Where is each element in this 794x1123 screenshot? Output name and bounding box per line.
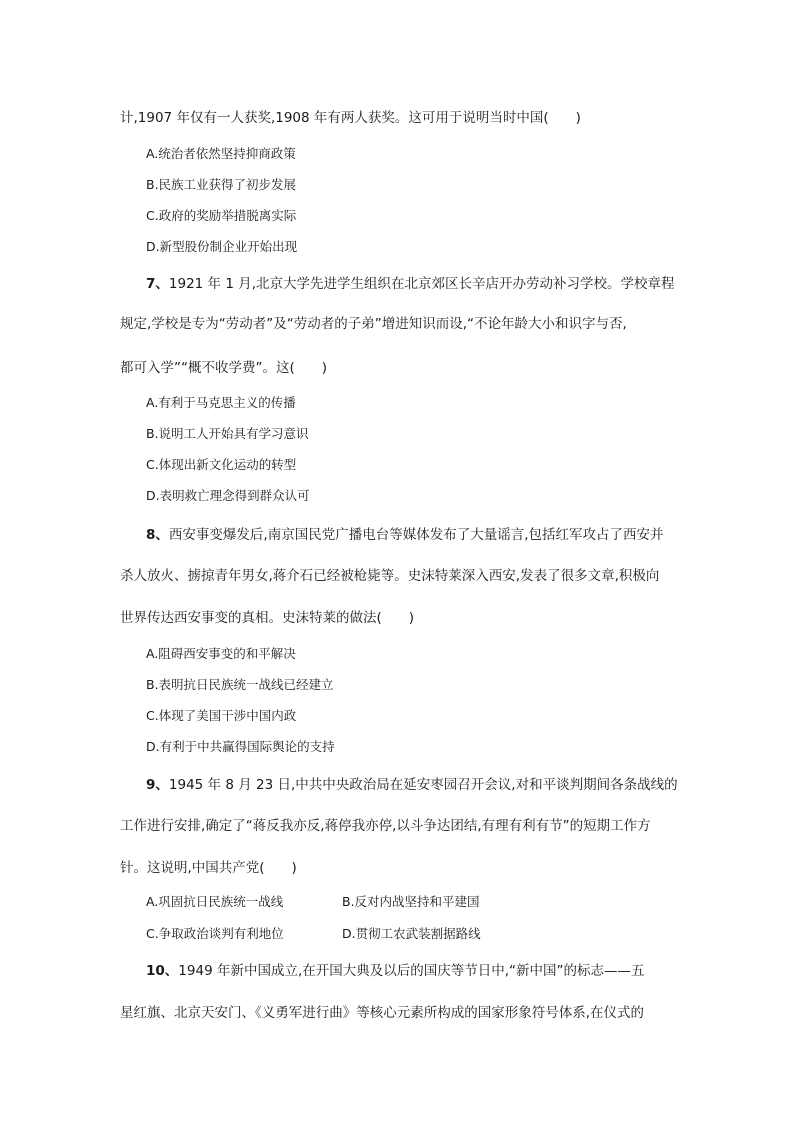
q7-option-b: B.说明工人开始具有学习意识 bbox=[146, 426, 309, 441]
q8-stem-line-1: 8、西安事变爆发后,南京国民党广播电台等媒体发布了大量谣言,包括红军攻占了西安并 bbox=[146, 527, 664, 543]
q8-stem-line-2: 杀人放火、掳掠青年男女,蒋介石已经被枪毙等。史沫特莱深入西安,发表了很多文章,积极向 bbox=[120, 568, 660, 584]
q9-option-b: B.反对内战坚持和平建国 bbox=[342, 894, 480, 909]
q9-stem-line-1: 9、1945 年 8 月 23 日,中共中央政治局在延安枣园召开会议,对和平谈判期间各条战线的 bbox=[146, 777, 678, 793]
q9-option-a: A.巩固抗日民族统一战线 bbox=[146, 894, 284, 909]
q7-option-d: D.表明救亡理念得到群众认可 bbox=[146, 488, 310, 503]
q6-option-b: B.民族工业获得了初步发展 bbox=[146, 177, 297, 192]
q9-stem-line-2: 工作进行安排,确定了“蒋反我亦反,蒋停我亦停,以斗争达团结,有理有利有节”的短期工作方 bbox=[120, 818, 651, 834]
q7-number: 7、 bbox=[146, 276, 169, 292]
q8-stem-line-3: 世界传达西安事变的真相。史沫特莱的做法( ) bbox=[120, 610, 415, 626]
q10-stem-line-2: 星红旗、北京天安门、《义勇军进行曲》等核心元素所构成的国家形象符号体系,在仪式的 bbox=[120, 1005, 645, 1021]
q6-option-c: C.政府的奖励举措脱离实际 bbox=[146, 208, 297, 223]
q8-option-c: C.体现了美国干涉中国内政 bbox=[146, 708, 297, 723]
q6-option-a: A.统治者依然坚持抑商政策 bbox=[146, 146, 296, 161]
q8-option-b: B.表明抗日民族统一战线已经建立 bbox=[146, 677, 334, 692]
q8-option-a: A.阻碍西安事变的和平解决 bbox=[146, 646, 296, 661]
q7-option-c: C.体现出新文化运动的转型 bbox=[146, 457, 297, 472]
q9-option-c: C.争取政治谈判有利地位 bbox=[146, 926, 284, 941]
q9-number: 9、 bbox=[146, 777, 169, 793]
q6-stem-tail: 计,1907 年仅有一人获奖,1908 年有两人获奖。这可用于说明当时中国( ) bbox=[120, 110, 581, 126]
q9-stem-line-3: 针。这说明,中国共产党( ) bbox=[120, 860, 297, 876]
q8-number: 8、 bbox=[146, 527, 169, 543]
q7-stem-line-3: 都可入学”“概不收学费”。这( ) bbox=[120, 360, 328, 376]
q6-option-d: D.新型股份制企业开始出现 bbox=[146, 239, 298, 254]
q10-number: 10、 bbox=[146, 963, 179, 979]
q9-option-d: D.贯彻工农武装割据路线 bbox=[342, 926, 481, 941]
q10-stem-line-1: 10、1949 年新中国成立,在开国大典及以后的国庆等节日中,“新中国”的标志——五 bbox=[146, 963, 645, 979]
q7-stem-line-2: 规定,学校是专为“劳动者”及“劳动者的子弟”增进知识而设,“不论年龄大小和识字与否, bbox=[120, 316, 627, 332]
q8-option-d: D.有利于中共赢得国际舆论的支持 bbox=[146, 739, 335, 754]
q7-stem-line-1: 7、1921 年 1 月,北京大学先进学生组织在北京郊区长辛店开办劳动补习学校。学校章程 bbox=[146, 276, 675, 292]
q7-option-a: A.有利于马克思主义的传播 bbox=[146, 395, 296, 410]
